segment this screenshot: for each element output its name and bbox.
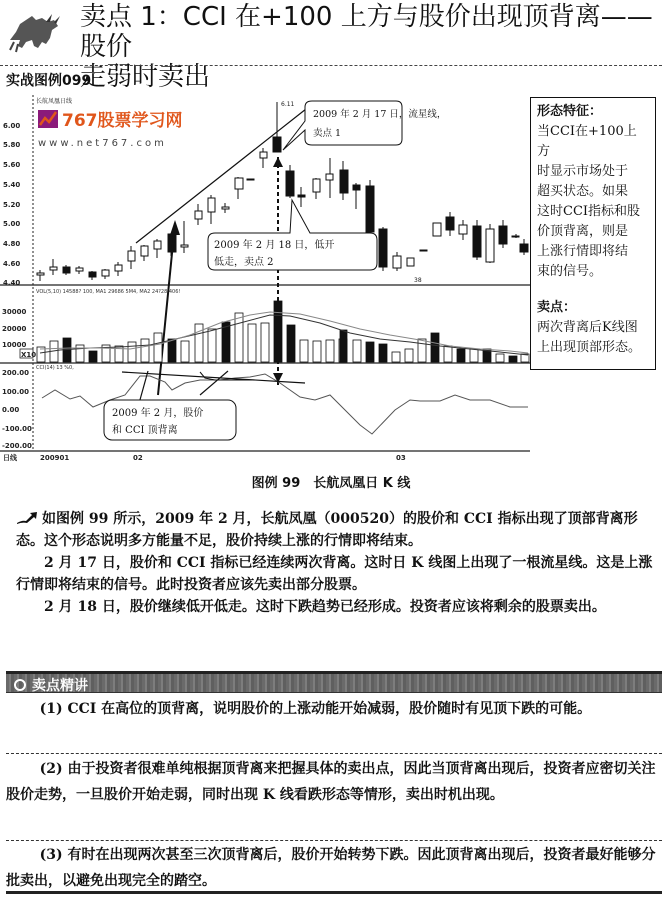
svg-text:-100.00: -100.00 bbox=[2, 425, 32, 433]
svg-text:200901: 200901 bbox=[40, 454, 70, 462]
features-line: 上涨行情即将结 bbox=[537, 244, 629, 259]
bottom-rule bbox=[6, 891, 662, 894]
title-line-2: 走弱时卖出 bbox=[80, 62, 211, 92]
svg-text:4.80: 4.80 bbox=[3, 240, 21, 248]
dotted-divider bbox=[6, 840, 662, 841]
svg-text:0.00: 0.00 bbox=[2, 406, 20, 414]
paragraph-2: 2 月 17 日，股价和 CCI 指标已经连续两次背离。这时日 K 线图上出现了一根流星线。这是上涨行情即将结束的信号。此时投资者应该先卖出部分股票。 bbox=[16, 555, 653, 593]
watermark-logo bbox=[38, 110, 183, 149]
low-label: 38 bbox=[414, 277, 422, 284]
svg-text:10000: 10000 bbox=[2, 341, 27, 349]
case-label: 实战图例099 bbox=[6, 73, 92, 89]
arrow-icon bbox=[16, 511, 38, 525]
svg-text:767股票学习网: 767股票学习网 bbox=[62, 111, 183, 131]
svg-text:2009 年 2 月 18 日，低开: 2009 年 2 月 18 日，低开 bbox=[214, 240, 335, 251]
cci-axis bbox=[2, 369, 32, 450]
point-3: (3) 有时在出现两次甚至三次顶背离后，股价开始转势下跌。因此顶背离出现后，投资者最好能够分批卖出，以避免出现完全的踏空。 bbox=[6, 847, 656, 889]
section-title: 卖点精讲 bbox=[32, 678, 88, 694]
svg-text:6.00: 6.00 bbox=[3, 122, 21, 130]
features-line: 时显示市场处于 bbox=[537, 164, 629, 179]
callout-sell-point-2 bbox=[208, 200, 377, 270]
volume-ma1 bbox=[40, 315, 528, 355]
header-divider bbox=[0, 65, 662, 66]
price-axis bbox=[3, 122, 20, 287]
svg-text:www.net767.com: www.net767.com bbox=[38, 138, 167, 149]
svg-text:200.00: 200.00 bbox=[2, 369, 30, 377]
x-axis bbox=[3, 453, 406, 462]
section-header bbox=[6, 671, 662, 693]
volume-unit: X10 bbox=[21, 351, 37, 359]
point-2: (2) 由于投资者很难单纯根据顶背离来把握具体的卖出点，因此当顶背离出现后，投资者应密切关注股价走势，一旦股价开始走弱，同时出现 K 线看跌形态等情形，卖出时机出现。 bbox=[6, 761, 656, 803]
sell-line: 两次背离后K线图 bbox=[537, 320, 638, 335]
svg-text:5.00: 5.00 bbox=[3, 220, 21, 228]
svg-text:低走，卖点 2: 低走，卖点 2 bbox=[214, 257, 274, 268]
svg-text:-200.00: -200.00 bbox=[2, 442, 32, 450]
svg-text:2009 年 2 月，股价: 2009 年 2 月，股价 bbox=[112, 408, 204, 419]
dotted-divider bbox=[6, 753, 662, 754]
features-line: 超买状态。如果 bbox=[537, 184, 629, 199]
svg-text:日线: 日线 bbox=[3, 454, 17, 462]
pattern-feature-box bbox=[530, 97, 656, 370]
paragraph-1: 如图例 99 所示，2009 年 2 月，长航凤凰（000520）的股价和 CCI 指标出现了顶部背离形态。这个形态说明多方能量不足，股价持续上涨的行情即将结束。 bbox=[16, 511, 638, 549]
cci-legend: CCI(14) 13 %0, bbox=[36, 365, 74, 371]
svg-text:卖点 1: 卖点 1 bbox=[313, 128, 342, 139]
circle-icon bbox=[14, 679, 26, 691]
figure-caption: 图例 99 长航凤凰日 K 线 bbox=[251, 476, 411, 491]
title-line-1: 卖点 1：CCI 在+100 上方与股价出现顶背离——股价 bbox=[80, 2, 653, 62]
svg-text:2009 年 2 月 17 日，流星线，: 2009 年 2 月 17 日，流星线， bbox=[313, 109, 447, 120]
chart-name: 长航凤凰日线 bbox=[36, 98, 73, 105]
stock-chart bbox=[0, 95, 530, 467]
point-1: (1) CCI 在高位的顶背离，说明股价的上涨动能开始减弱，股价随时有见顶下跌的可能。 bbox=[39, 701, 592, 717]
svg-text:03: 03 bbox=[396, 454, 406, 462]
sell-line: 上出现顶部形态。 bbox=[537, 340, 642, 355]
svg-text:4.40: 4.40 bbox=[3, 279, 21, 287]
svg-text:02: 02 bbox=[133, 454, 143, 462]
volume-legend: VOL(5,10) 14588? 100, MA1 29686 5M4, MA2 24?28 406! bbox=[36, 289, 181, 295]
sell-title: 卖点： bbox=[537, 300, 577, 315]
peak-label: 6.11 bbox=[281, 101, 295, 108]
svg-text:4.60: 4.60 bbox=[3, 260, 21, 268]
features-line: 束的信号。 bbox=[537, 264, 603, 279]
svg-text:5.80: 5.80 bbox=[3, 141, 21, 149]
features-line: 这时CCI指标和股 bbox=[537, 204, 641, 219]
svg-text:30000: 30000 bbox=[2, 308, 27, 316]
svg-text:100.00: 100.00 bbox=[2, 388, 30, 396]
features-title: 形态特征： bbox=[537, 104, 603, 119]
features-line: 当CCI在+100上方 bbox=[537, 124, 637, 159]
page-title bbox=[80, 2, 660, 92]
features-line: 价顶背离，则是 bbox=[537, 224, 629, 239]
svg-text:5.40: 5.40 bbox=[3, 181, 21, 189]
paragraph-3: 2 月 18 日，股价继续低开低走。这时下跌趋势已经形成。投资者应该将剩余的股票卖出。 bbox=[44, 599, 606, 615]
svg-text:20000: 20000 bbox=[2, 325, 27, 333]
svg-text:5.60: 5.60 bbox=[3, 161, 21, 169]
callout-sell-point-1 bbox=[283, 101, 446, 150]
volume-axis bbox=[2, 308, 26, 349]
callout-divergence bbox=[104, 400, 236, 440]
volume-bars bbox=[37, 301, 529, 362]
svg-text:5.20: 5.20 bbox=[3, 201, 21, 209]
svg-text:和 CCI 顶背离: 和 CCI 顶背离 bbox=[112, 425, 178, 436]
bull-icon bbox=[6, 10, 62, 54]
